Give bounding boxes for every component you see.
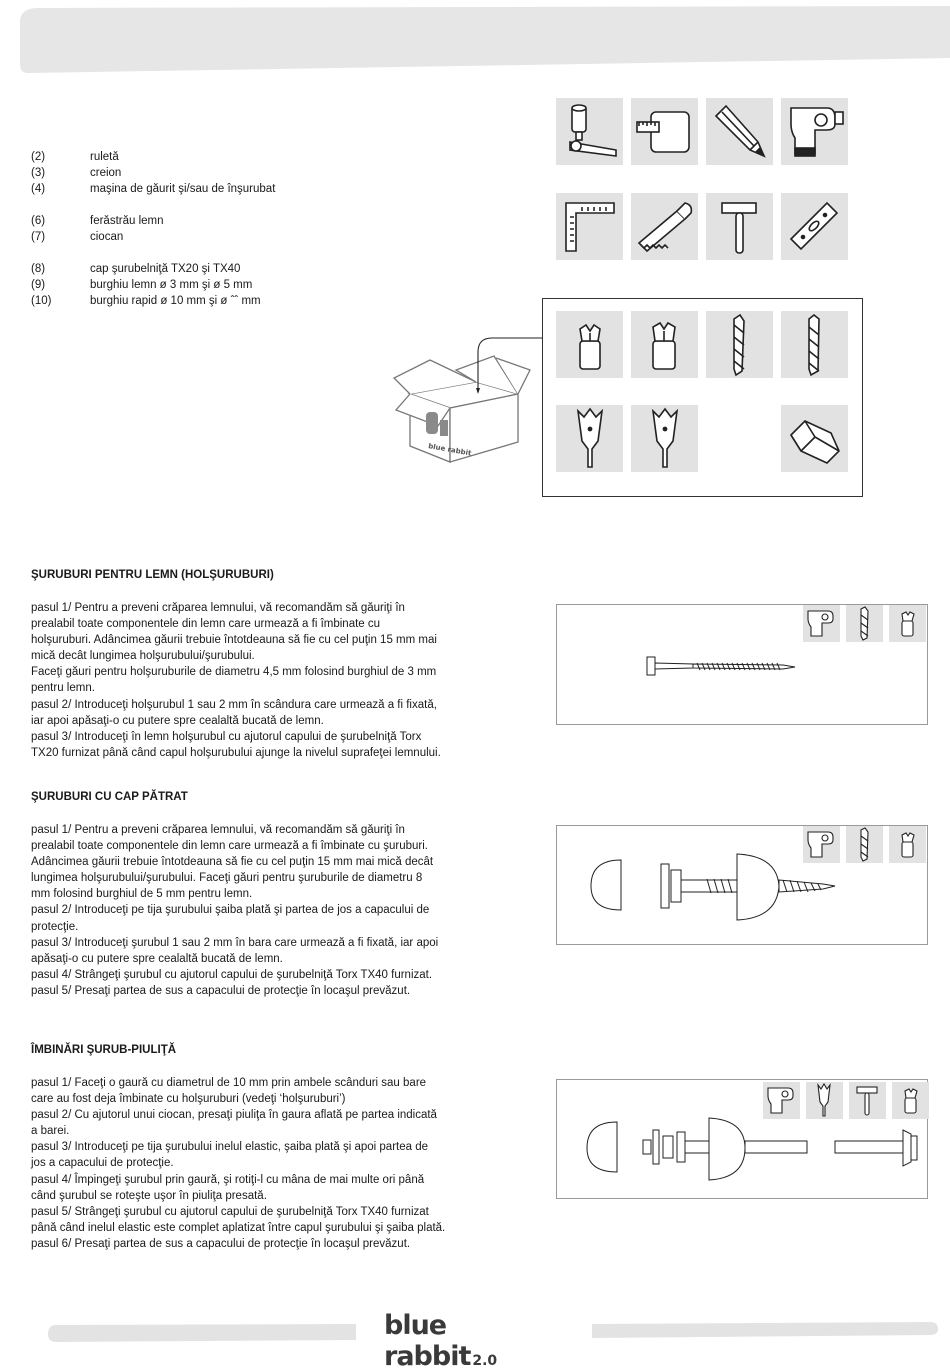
- tool-row: [31, 149, 275, 165]
- tool-row: [31, 261, 275, 277]
- tool-number: (2): [31, 151, 46, 163]
- torx-bit-icon: [889, 605, 926, 642]
- square-head-screw-panel: [556, 825, 928, 945]
- tool-number: (4): [31, 183, 46, 195]
- body-line: lungimea holşurubului/şurubului. Faceţi găuri pentru şuruburile de diametru 8: [31, 872, 423, 885]
- body-line: pasul 6/ Presaţi partea de sus a capacului de protecţie în locaşul prevăzut.: [31, 1237, 411, 1250]
- torx-bit-icon: [889, 826, 926, 863]
- tool-number: (8): [31, 263, 46, 275]
- brand-version: 2.0: [472, 1353, 498, 1369]
- tool-row: [31, 213, 275, 229]
- body-line: TX20 furnizat până când capul holşurubului ajunge la nivelul suprafeţei lemnului.: [31, 746, 441, 759]
- box-brand-label: blue rabbit: [427, 442, 472, 458]
- body-line: pasul 1/ Faceţi o gaură cu diametrul de 10 mm prin ambele scânduri sau bare: [31, 1077, 427, 1089]
- tool-row: [31, 229, 275, 245]
- drill-bit-icon: [846, 826, 883, 863]
- list-spacer: [31, 245, 275, 261]
- body-line: pasul 3/ Introduceţi pe tija şurubului inelul elastic, şaiba plată şi apoi partea de: [31, 1141, 428, 1154]
- body-line: pasul 1/ Pentru a preveni crăparea lemnului, vă recomandăm să găuriţi în: [31, 602, 405, 614]
- body-line: prealabil toate componentele din lemn care urmează a fi îmbinate cu: [31, 618, 381, 631]
- square-ruler-icon: [556, 193, 623, 260]
- tool-number: (6): [31, 215, 46, 227]
- tool-label: burghiu rapid ø 10 mm şi ø ˆˆ mm: [90, 295, 261, 307]
- list-spacer: [31, 197, 275, 213]
- pencil-icon: [706, 98, 773, 165]
- body-line: când şurubul se roteşte uşor în piuliţa presată.: [31, 1189, 267, 1202]
- wrench-socket-icon: [556, 98, 623, 165]
- spade-bit-icon: [556, 405, 623, 472]
- torx-bit-tx20-icon: [556, 311, 623, 378]
- tool-number: (10): [31, 295, 52, 307]
- hammer-icon: [849, 1082, 886, 1119]
- wood-screw-illustration: [645, 655, 805, 679]
- tape-measure-icon: [631, 98, 698, 165]
- body-line: până când inelul elastic este complet aplatizat între capul şurubului şi şaiba plată.: [31, 1221, 446, 1234]
- footer-band: [590, 1320, 940, 1340]
- torx-bit-tx40-icon: [631, 311, 698, 378]
- body-line: pasul 2/ Introduceţi holşurubul 1 sau 2 mm în scândura care urmează a fi fixată,: [31, 698, 437, 711]
- spade-bit-icon: [631, 405, 698, 472]
- drill-icon: [803, 605, 840, 642]
- section-body: [31, 1075, 476, 1252]
- body-line: Faceţi găuri pentru holşuruburile de diametru 4,5 mm folosind burghiul de 3 mm: [31, 666, 437, 679]
- body-line: iar apoi apăsaţi-o cu putere spre cealaltă bucată de lemn.: [31, 714, 324, 727]
- body-line: care au fost deja îmbinate cu holşuruburi (vedeţi ‘holşuruburi’): [31, 1093, 346, 1106]
- hex-nut-icon: [781, 405, 848, 472]
- body-line: pasul 2/ Cu ajutorul unui ciocan, presaţi piuliţa în gaura aflată pe partea indicată: [31, 1109, 437, 1122]
- square-head-screw-illustration: [587, 848, 837, 928]
- body-line: apăsaţi-o cu putere spre cealaltă bucată de lemn.: [31, 952, 283, 965]
- tool-label: creion: [90, 167, 122, 179]
- tool-number: (3): [31, 167, 46, 179]
- body-line: Adâncimea găurii trebuie întotdeauna să fie cu cel puţin 15 mm mai mică decât: [31, 856, 434, 869]
- body-line: pasul 3/ Introduceţi şurubul 1 sau 2 mm în bara care urmează a fi fixată, iar apoi: [31, 936, 439, 949]
- body-line: pasul 4/ Împingeţi şurubul prin gaură, şi rotiţi-l cu mâna de mai multe ori până: [31, 1173, 425, 1186]
- drill-icon: [763, 1082, 800, 1119]
- section-title: ÎMBINĂRI ŞURUB-PIULIŢĂ: [31, 1044, 177, 1056]
- body-line: mică decât lungimea holşurubului/şurubului.: [31, 650, 255, 663]
- brand-logo: [384, 1310, 564, 1372]
- body-line: pasul 4/ Strângeţi şurubul cu ajutorul capului de şurubelniţă Torx TX40 furnizat.: [31, 968, 433, 981]
- body-line: mm folosind burghiul de 5 mm pentru lemn.: [31, 888, 253, 901]
- body-line: jos a capacului de protecţie.: [31, 1157, 174, 1170]
- tool-row: [31, 293, 275, 309]
- saw-icon: [631, 193, 698, 260]
- tool-row: [31, 181, 275, 197]
- tool-label: maşina de găurit şi/sau de înşurubat: [90, 183, 276, 195]
- drill-icon: [781, 98, 848, 165]
- bolt-nut-illustration: [585, 1116, 919, 1196]
- brand-name: blue rabbit: [384, 1310, 471, 1372]
- tool-label: ferăstrău lemn: [90, 215, 164, 227]
- body-line: pasul 2/ Introduceţi pe tija şurubului şaiba plată şi partea de jos a capacului de: [31, 904, 430, 917]
- bolt-nut-panel: [556, 1079, 928, 1199]
- body-line: pasul 1/ Pentru a preveni crăparea lemnului, vă recomandăm să găuriţi în: [31, 824, 405, 836]
- tool-label: ciocan: [90, 231, 124, 243]
- torx-bit-icon: [892, 1082, 929, 1119]
- spade-bit-icon: [806, 1082, 843, 1119]
- wood-drill-bit-icon: [706, 311, 773, 378]
- tool-number: (7): [31, 231, 46, 243]
- tool-label: cap şurubelniţă TX20 şi TX40: [90, 263, 241, 275]
- section-body: [31, 600, 476, 761]
- tool-list: [31, 149, 275, 309]
- header-band: [0, 0, 950, 80]
- body-line: a barei.: [31, 1125, 70, 1138]
- tool-label: ruletă: [90, 151, 119, 163]
- spirit-level-icon: [781, 193, 848, 260]
- footer-band: [46, 1322, 356, 1344]
- tool-row: [31, 277, 275, 293]
- tool-number: (9): [31, 279, 46, 291]
- drill-bit-icon: [846, 605, 883, 642]
- metal-drill-bit-icon: [781, 311, 848, 378]
- tool-row: [31, 165, 275, 181]
- section-body: [31, 822, 476, 999]
- body-line: pasul 5/ Presaţi partea de sus a capacului de protecţie în locaşul prevăzut.: [31, 984, 411, 997]
- body-line: pasul 3/ Introduceţi în lemn holşurubul cu ajutorul capului de şurubelniţă Torx: [31, 730, 422, 743]
- cardboard-box-icon: [390, 330, 550, 470]
- wood-screw-panel: [556, 604, 928, 725]
- body-line: holşuruburi. Adâncimea găurii trebuie întotdeauna să fie cu cel puţin 15 mm mai: [31, 634, 437, 647]
- body-line: protecţie.: [31, 920, 79, 933]
- hammer-icon: [706, 193, 773, 260]
- section-title: ŞURUBURI CU CAP PĂTRAT: [31, 791, 188, 803]
- tool-label: burghiu lemn ø 3 mm şi ø 5 mm: [90, 279, 253, 291]
- section-title: ŞURUBURI PENTRU LEMN (HOLŞURUBURI): [31, 569, 274, 581]
- body-line: prealabil toate componentele din lemn care urmează a fi îmbinate cu şuruburi.: [31, 840, 428, 853]
- body-line: pasul 5/ Strângeţi şurubul cu ajutorul capului de şurubelniţă Torx TX40 furnizat: [31, 1205, 429, 1218]
- body-line: pentru lemn.: [31, 682, 95, 695]
